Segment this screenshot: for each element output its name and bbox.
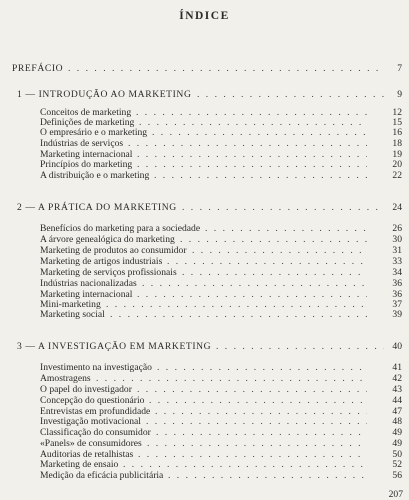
toc-entry-page: 9 [397,89,402,100]
toc-entry [0,384,409,395]
dot-leader [152,127,367,138]
toc-entry-title: «Panels» de consumidores [40,438,142,449]
toc-entry [0,256,409,267]
toc-chapter-entry [0,202,409,213]
toc-entry-title: Marketing de serviços profissionais [40,267,177,278]
toc-entry-title: A árvore genealógica do marketing [40,234,175,245]
dot-leader [168,470,367,481]
toc-entry [0,395,409,406]
dot-leader [68,63,384,74]
dot-leader [182,202,384,213]
toc-entry-title: Indústrias de serviços [40,138,124,149]
toc-entry-title: Marketing internacional [40,149,133,160]
toc-chapter-entry [0,341,409,352]
dot-leader [192,245,367,256]
toc-entry-title: Concepção do questionário [40,395,145,406]
toc-entry-page: 47 [392,406,402,417]
toc-entry-title: Classificação do consumidor [40,427,151,438]
toc-entry-title: O empresário e o marketing [40,127,148,138]
toc-entry [0,170,409,181]
toc-entry-page: 40 [392,341,402,352]
dot-leader [137,384,367,395]
toc-entry [0,278,409,289]
toc-entry-title: Indústrias nacionalizadas [40,278,137,289]
toc-entry-page: 56 [392,470,402,481]
dot-leader [110,309,367,320]
toc-entry-title: Conceitos de marketing [40,107,132,118]
toc-entry-title: A distribuição e o marketing [40,170,150,181]
toc-entry [0,234,409,245]
toc-entry [0,459,409,470]
toc-entry-title: Marketing de produtos ao consumidor [40,245,187,256]
toc-entry [0,470,409,481]
toc-entry-title: 3 — A INVESTIGAÇÃO EM MARKETING [17,341,212,352]
toc-entry-page: 33 [392,256,402,267]
toc-entry-title: Marketing internacional [40,289,133,300]
toc-chapter-entry [0,63,409,74]
toc-entry [0,245,409,256]
toc-entry [0,362,409,373]
dot-leader [137,159,367,170]
dot-leader [142,278,367,289]
toc-entry [0,427,409,438]
toc-entry-title: Investigação motivacional [40,416,141,427]
toc-entry-page: 30 [392,234,402,245]
toc-entry-page: 22 [392,170,402,181]
page-title: ÍNDICE [179,10,230,22]
toc-entry-page: 34 [392,267,402,278]
toc-entry [0,416,409,427]
toc-entry-title: Medição da eficácia publicitária [40,470,164,481]
toc-entry-title: Entrevistas em profundidade [40,406,151,417]
dot-leader [157,362,367,373]
toc-entry-page: 37 [392,299,402,310]
toc-entry-title: Definições de marketing [40,117,135,128]
dot-leader [154,170,367,181]
toc-entry-title: 1 — INTRODUÇÃO AO MARKETING [17,89,192,100]
toc-entry-title: PREFÁCIO [12,63,64,74]
toc-entry-page: 43 [392,384,402,395]
toc-entry-page: 49 [392,438,402,449]
toc-entry-page: 48 [392,416,402,427]
toc-entry-page: 41 [392,362,402,373]
toc-entry-title: Auditorias de retalhistas [40,449,134,460]
toc-entry-page: 44 [392,395,402,406]
toc-entry [0,159,409,170]
toc-entry-title: Princípios do marketing [40,159,133,170]
toc-entry [0,267,409,278]
dot-leader [216,341,384,352]
toc-entry-title: Investimento na investigação [40,362,152,373]
toc-entry-title: Marketing social [40,309,105,320]
toc-entry-page: 52 [392,459,402,470]
dot-leader [205,223,367,234]
toc-entry-title: Benefícios do marketing para a sociedade [40,223,201,234]
dot-leader [123,459,367,470]
toc-chapter-entry [0,89,409,100]
toc-entry-page: 26 [392,223,402,234]
toc-entry-title: Marketing de artigos industriais [40,256,163,267]
toc-entry [0,373,409,384]
toc-entry-page: 36 [392,289,402,300]
toc-entry-page: 19 [392,149,402,160]
toc-entry [0,127,409,138]
toc-entry-page: 20 [392,159,402,170]
dot-leader [96,373,367,384]
toc-entry-page: 31 [392,245,402,256]
dot-leader [167,256,367,267]
toc-entry [0,138,409,149]
toc-entry-title: Marketing de ensaio [40,459,119,470]
dot-leader [146,416,367,427]
toc-entry [0,223,409,234]
dot-leader [156,427,367,438]
toc-entry-page: 50 [392,449,402,460]
dot-leader [147,438,367,449]
toc-entry-page: 39 [392,309,402,320]
dot-leader [128,138,367,149]
toc-entry-page: 16 [392,127,402,138]
toc-entry-page: 49 [392,427,402,438]
toc-entry-page: 36 [392,278,402,289]
page-number: 207 [388,489,403,500]
dot-leader [197,89,384,100]
toc-entry-title: Amostragens [40,373,91,384]
toc-entry [0,309,409,320]
toc-entry-title: O papel do investigador [40,384,132,395]
toc-entry-page: 12 [392,107,402,118]
toc-entry-page: 24 [392,202,402,213]
toc-entry-title: 2 — A PRÁTICA DO MARKETING [17,202,177,213]
toc-entry-title: Mini-marketing [40,299,101,310]
toc-entry-page: 7 [397,63,402,74]
toc-entry-page: 42 [392,373,402,384]
dot-leader [149,395,367,406]
toc-entry-page: 15 [392,117,402,128]
toc-entry [0,438,409,449]
toc-entry-page: 18 [392,138,402,149]
dot-leader [180,234,367,245]
dot-leader [182,267,367,278]
